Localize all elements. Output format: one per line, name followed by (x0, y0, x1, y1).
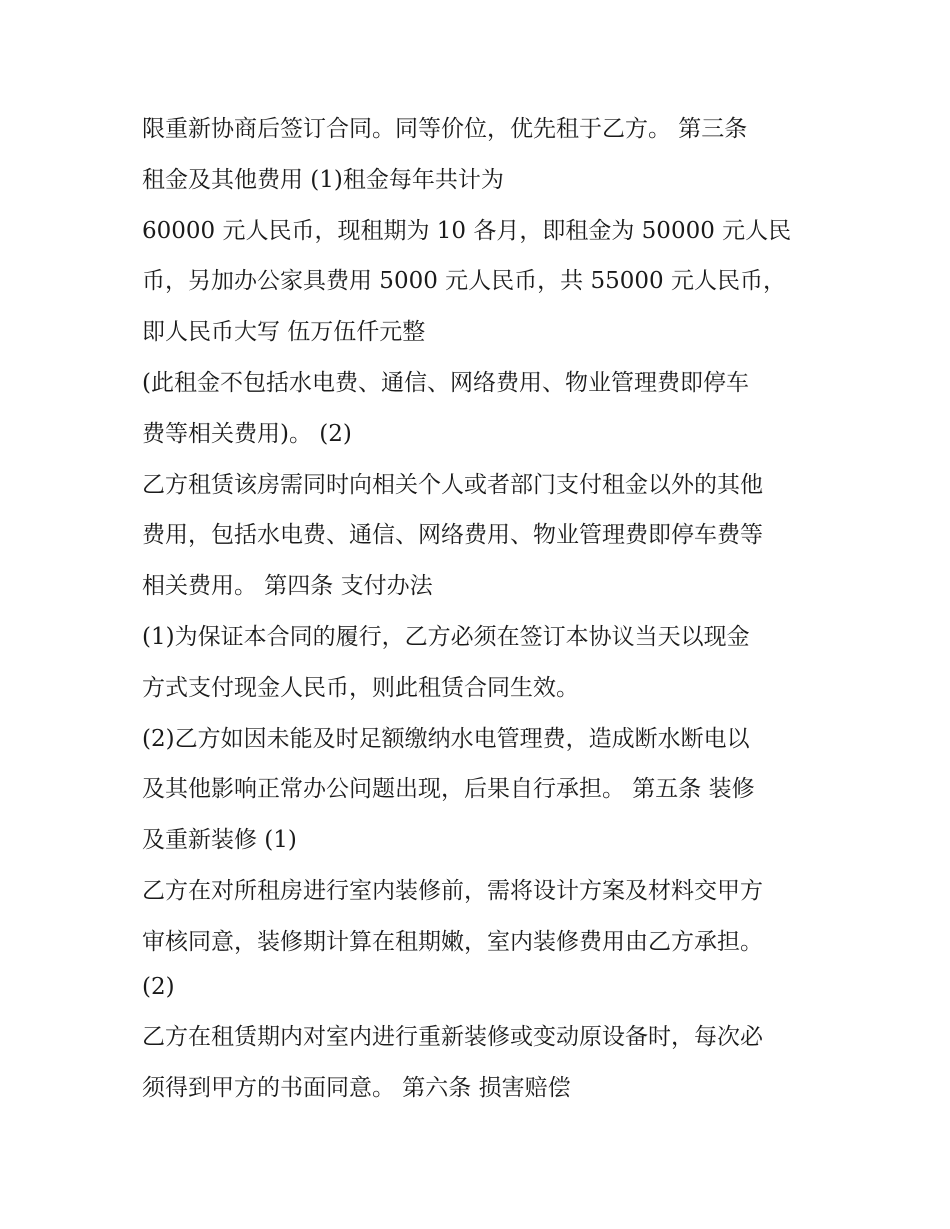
text-line: 租金及其他费用 (1)租金每年共计为 (142, 167, 504, 193)
text-line: 须得到甲方的书面同意。 第六条 损害赔偿 (142, 1075, 571, 1101)
text-line: 方式支付现金人民币，则此租赁合同生效。 (142, 675, 579, 701)
text-line: 币，另加办公家具费用 5000 元人民币，共 55000 元人民币， (142, 268, 786, 294)
text-line: 60000 元人民币，现租期为 10 各月，即租金为 50000 元人民 (142, 218, 792, 244)
text-line: (此租金不包括水电费、通信、网络费用、物业管理费即停车 (142, 370, 749, 396)
text-line: 相关费用。 第四条 支付办法 (142, 573, 433, 599)
text-line: 及其他影响正常办公问题出现，后果自行承担。 第五条 装修 (142, 776, 755, 802)
text-line: 审核同意，装修期计算在租期嫩，室内装修费用由乙方承担。 (142, 929, 763, 955)
text-line: (1)为保证本合同的履行，乙方必须在签订本协议当天以现金 (142, 624, 750, 650)
text-line: (2)乙方如因未能及时足额缴纳水电管理费，造成断水断电以 (142, 726, 750, 752)
text-line: 费用，包括水电费、通信、网络费用、物业管理费即停车费等 (142, 522, 763, 548)
text-line: 乙方租赁该房需同时向相关个人或者部门支付租金以外的其他 (142, 472, 763, 498)
text-line: 即人民币大写 伍万伍仟元整 (142, 319, 426, 345)
text-line: 限重新协商后签订合同。同等价位，优先租于乙方。 第三条 (142, 116, 748, 142)
text-line: 及重新装修 (1) (142, 827, 297, 853)
text-line: 费等相关费用)。 (2) (142, 421, 352, 447)
text-line: 乙方在租赁期内对室内进行重新装修或变动原设备时，每次必 (142, 1024, 763, 1050)
text-line: (2) (142, 974, 175, 1000)
text-line: 乙方在对所租房进行室内装修前，需将设计方案及材料交甲方 (142, 878, 763, 904)
